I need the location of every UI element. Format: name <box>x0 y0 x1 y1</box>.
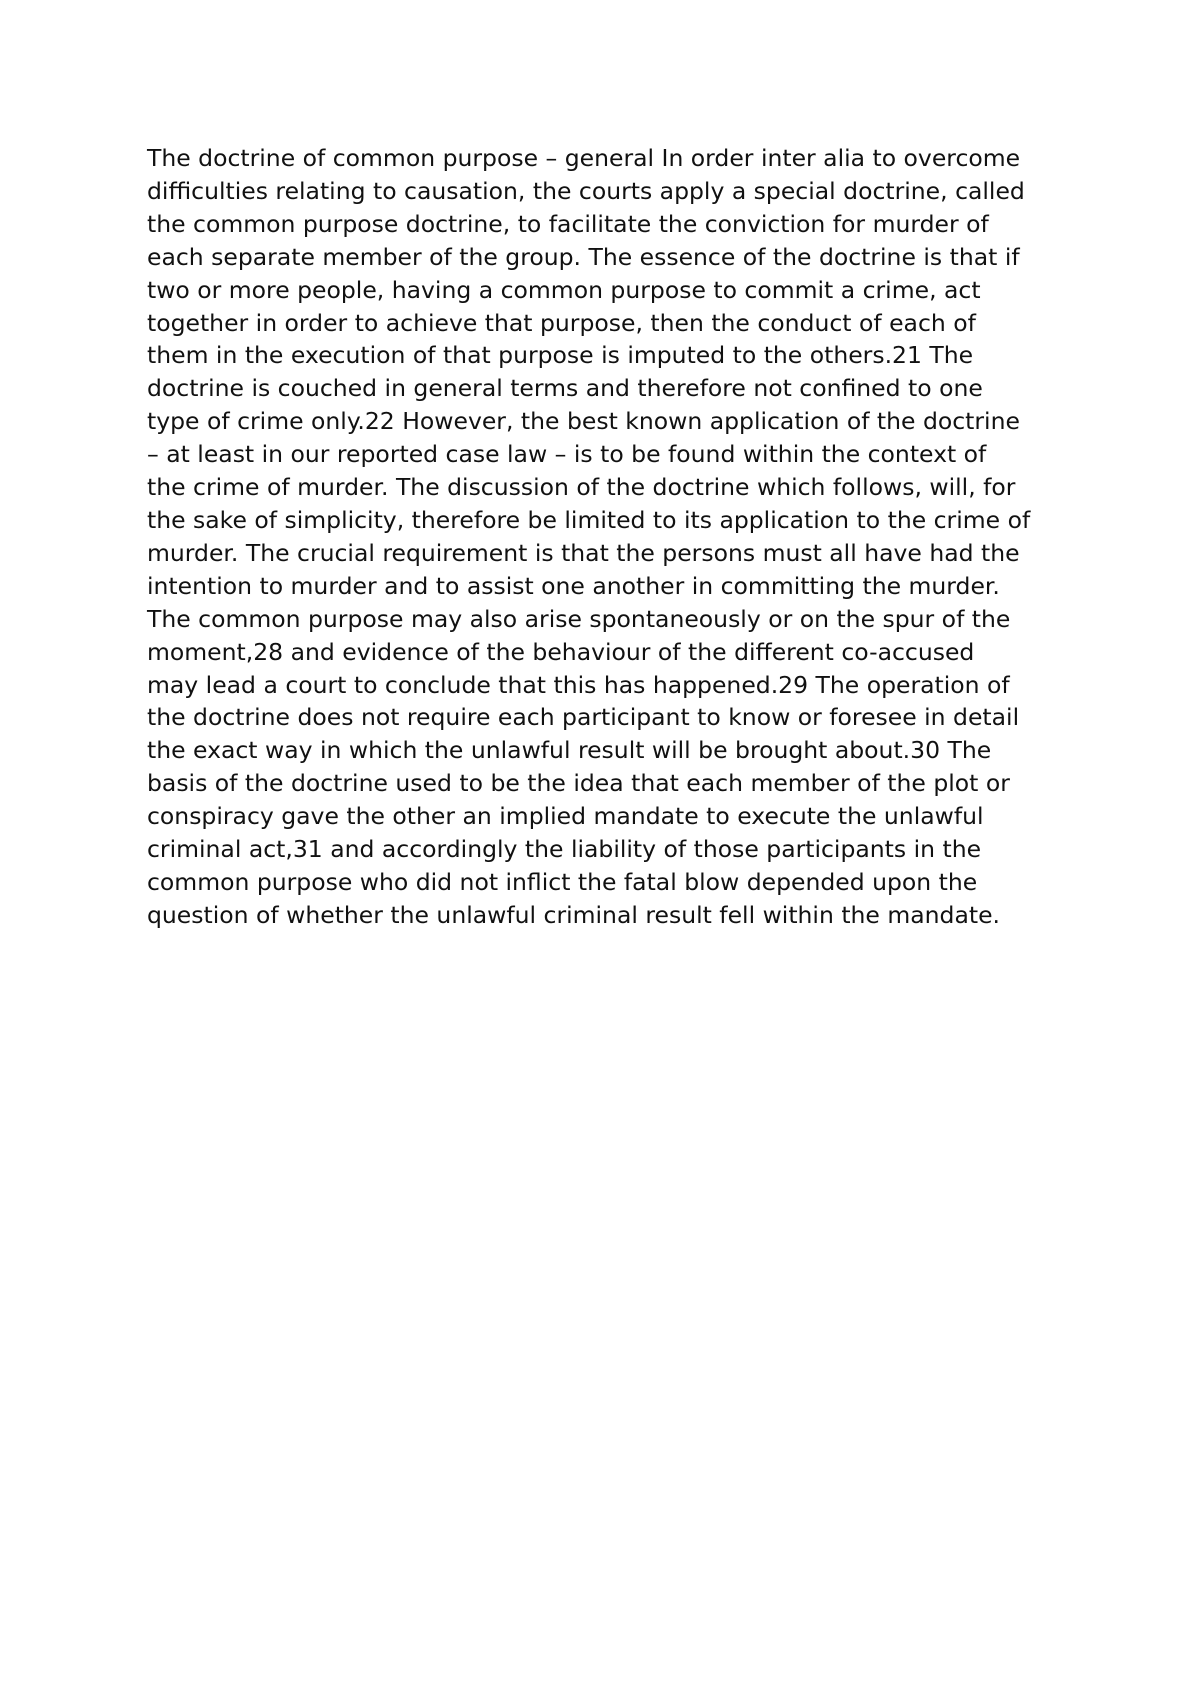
text-line: question of whether the unlawful criminal result fell within the mandate. <box>147 900 1000 929</box>
text-line: them in the execution of that purpose is imputed to the others.21 The <box>147 341 974 370</box>
text-line: moment,28 and evidence of the behaviour of the different co-accused <box>147 637 975 666</box>
text-line: The doctrine of common purpose – general In order inter alia to overcome <box>147 144 1021 172</box>
text-line: the doctrine does not require each participant to know or foresee in detail <box>147 703 1020 732</box>
body-paragraph <box>147 142 1087 932</box>
text-line: may lead a court to conclude that this has happened.29 The operation of <box>147 670 1010 699</box>
text-line: common purpose who did not inflict the fatal blow depended upon the <box>147 867 978 896</box>
text-line: the crime of murder. The discussion of the doctrine which follows, will, for <box>147 473 1016 502</box>
text-line: together in order to achieve that purpose, then the conduct of each of <box>147 308 976 337</box>
text-line: – at least in our reported case law – is to be found within the context of <box>147 440 987 469</box>
text-line: intention to murder and to assist one another in committing the murder. <box>147 571 1000 600</box>
text-line: the sake of simplicity, therefore be limited to its application to the crime of <box>147 505 1031 534</box>
text-line: the exact way in which the unlawful result will be brought about.30 The <box>147 736 992 765</box>
text-line: doctrine is couched in general terms and therefore not confined to one <box>147 374 983 403</box>
text-line: difficulties relating to causation, the courts apply a special doctrine, called <box>147 176 1025 205</box>
text-line: conspiracy gave the other an implied mandate to execute the unlawful <box>147 802 984 831</box>
text-line: type of crime only.22 However, the best known application of the doctrine <box>147 407 1020 436</box>
text-line: two or more people, having a common purpose to commit a crime, act <box>147 275 981 304</box>
text-line: criminal act,31 and accordingly the liability of those participants in the <box>147 835 982 864</box>
text-line: murder. The crucial requirement is that the persons must all have had the <box>147 538 1020 567</box>
text-line: The common purpose may also arise spontaneously or on the spur of the <box>147 604 1011 633</box>
text-line: basis of the doctrine used to be the idea that each member of the plot or <box>147 769 1010 798</box>
text-line: each separate member of the group. The essence of the doctrine is that if <box>147 242 1020 271</box>
text-line: the common purpose doctrine, to facilitate the conviction for murder of <box>147 209 989 238</box>
